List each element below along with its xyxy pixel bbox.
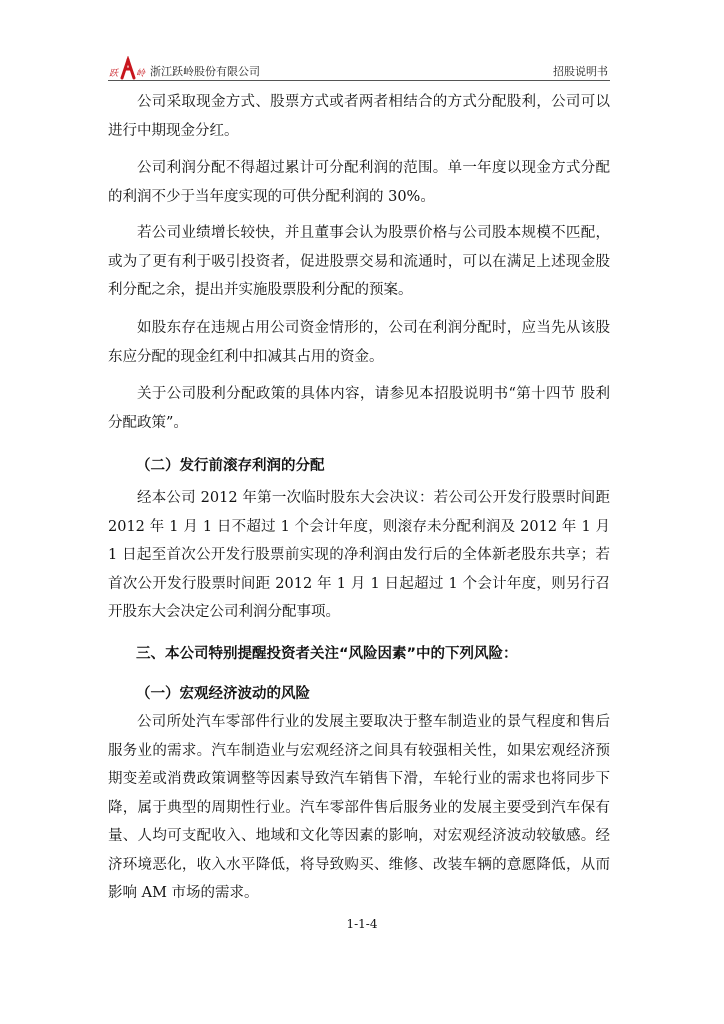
header-rule xyxy=(108,80,610,81)
page-number: 1-1-4 xyxy=(346,917,378,931)
document-type: 招股说明书 xyxy=(553,65,608,78)
paragraph-shareholder-occupation: 如股东存在违规占用公司资金情形的，公司在利润分配时，应当先从该股东应分配的现金红利中扣减其占用的资金。 xyxy=(108,320,610,365)
heading-retained-earnings: （二）发行前滚存利润的分配 xyxy=(136,458,325,474)
company-logo xyxy=(108,56,148,80)
page-header xyxy=(108,56,610,82)
paragraph-cash-stock-dividend: 公司采取现金方式、股票方式或者两者相结合的方式分配股利，公司可以进行中期现金分红。 xyxy=(108,94,610,139)
svg-text:跃: 跃 xyxy=(109,69,119,79)
company-name: 浙江跃岭股份有限公司 xyxy=(150,65,260,78)
paragraph-dividend-policy-ref: 关于公司股利分配政策的具体内容，请参见本招股说明书“第十四节 股利分配政策”。 xyxy=(108,386,610,431)
heading-macro-risk: （一）宏观经济波动的风险 xyxy=(136,686,310,702)
paragraph-macro-risk: 公司所处汽车零部件行业的发展主要取决于整车制造业的景气程度和售后服务业的需求。汽车制造业与宏观经济之间具有较强相关性，如果宏观经济预期变差或消费政策调整等因素导致汽车销售下滑，车轮行业的需求也将同步下降，属于典型的周期性行业。汽车零部件售后服务业的发展主要受到汽车保有量、人均可支配收入、地域和文化等因素的影响，对宏观经济波动较敏感。经济环境恶化，收入水平降低，将导致购买、维修、改装车辆的意愿降低，从而影响 AM 市场的需求。 xyxy=(108,714,610,901)
paragraph-profit-limit: 公司利润分配不得超过累计可分配利润的范围。单一年度以现金方式分配的利润不少于当年度实现的可供分配利润的 30%。 xyxy=(108,160,610,205)
paragraph-retained-earnings: 经本公司 2012 年第一次临时股东大会决议：若公司公开发行股票时间距 2012 年 1 月 1 日不超过 1 个会计年度，则滚存未分配利润及 2012 年 1 月 1 日起至首次公开发行股票前实现的净利润由发行后的全体新老股东共享；若首次公开发行股票时间距 2012 年 1 月 1 日起超过 1 个会计年度，则另行召开股东大会决定公司利润分配事项。 xyxy=(108,490,610,620)
heading-risk-notice: 三、本公司特别提醒投资者关注“风险因素”中的下列风险： xyxy=(136,646,518,662)
paragraph-stock-dividend: 若公司业绩增长较快，并且董事会认为股票价格与公司股本规模不匹配，或为了更有利于吸引投资者，促进股票交易和流通时，可以在满足上述现金股利分配之余，提出并实施股票股利分配的预案。 xyxy=(108,225,610,298)
svg-text:岭: 岭 xyxy=(136,69,146,79)
